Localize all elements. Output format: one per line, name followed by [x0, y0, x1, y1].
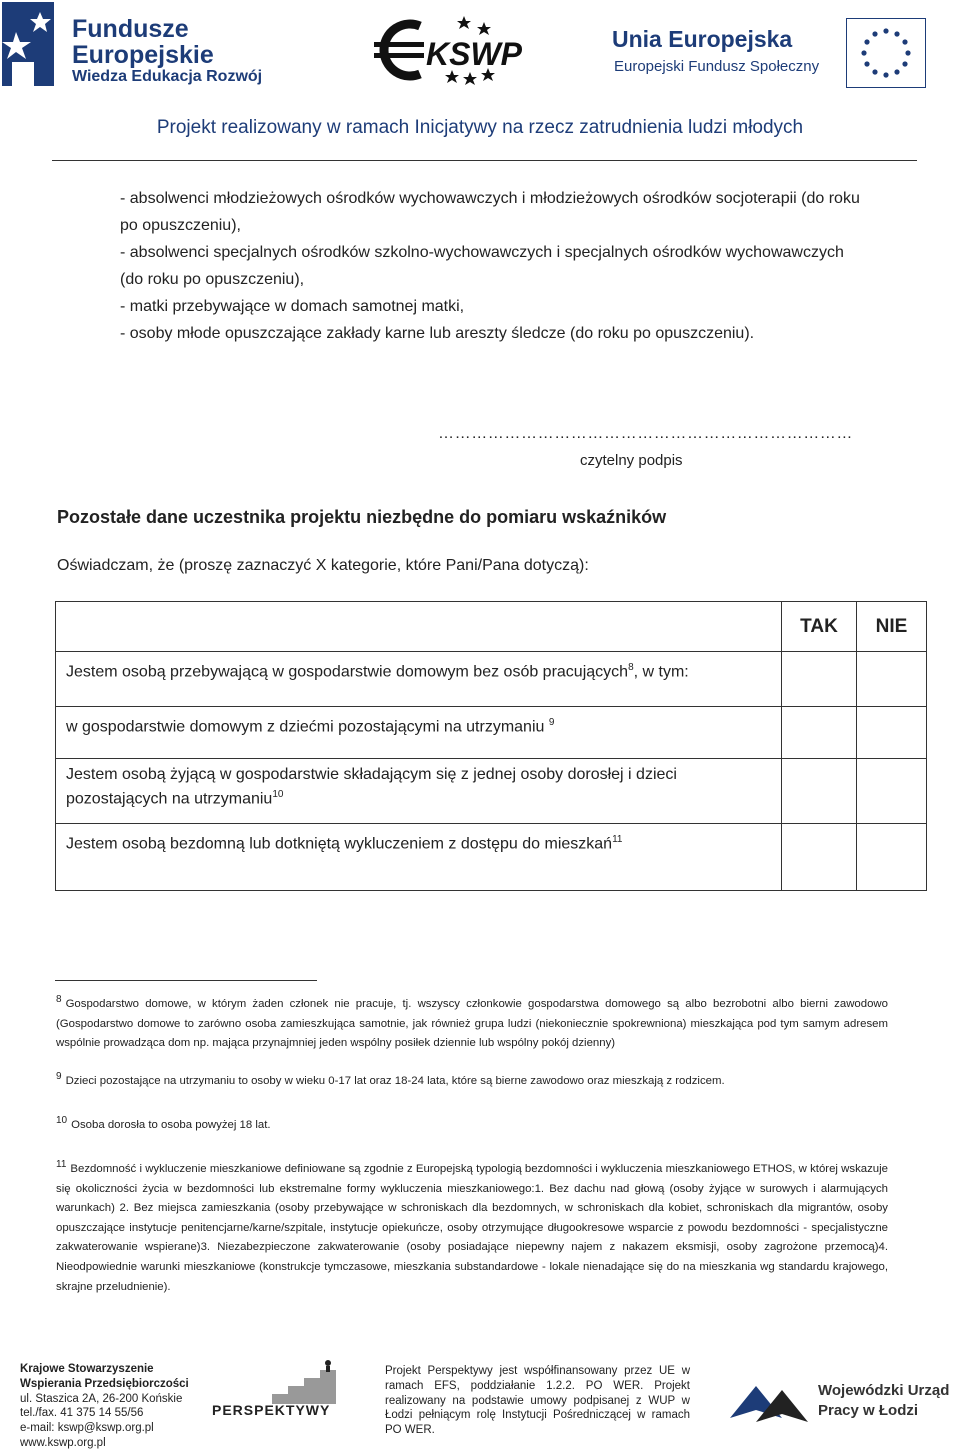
footnote-divider — [55, 980, 317, 981]
fe-logo-line1: Fundusze — [72, 15, 189, 43]
footer-org-line2: Wspierania Przedsiębiorczości — [20, 1377, 189, 1390]
body-line-4: (do roku po opuszczeniu), — [120, 271, 305, 288]
unia-europejska-logo — [612, 16, 932, 86]
footnote-9: $^9$ Dzieci pozostające na utrzymaniu to osoby w wieku 0-17 lat oraz 18-24 lata, które są bierne zawodowo oraz mieszkają z rodzicem. — [56, 1071, 725, 1087]
footer-project-info: Projekt Perspektywy jest współfinansowany przez UE w ramach EFS, poddziałanie 1.2.2. PO WER. Projekt realizowany na podstawie umowy podpisanej z WUP w Łodzi pełniącym rolę Instytucji Pośredniczącej w ramach PO WER. — [385, 1365, 690, 1437]
indicator-table — [55, 601, 926, 890]
signature-line: ………………………………………………………………… — [438, 425, 853, 442]
checkbox-nie[interactable] — [857, 824, 927, 891]
footer-website[interactable]: www.kswp.org.pl — [20, 1436, 106, 1449]
fe-logo-line2: Europejskie — [72, 41, 214, 69]
checkbox-tak[interactable] — [782, 707, 857, 759]
checkbox-nie[interactable] — [857, 652, 927, 707]
eu-flag-icon — [846, 18, 926, 88]
body-line-2: po opuszczeniu), — [120, 217, 241, 234]
footer-address — [20, 1362, 189, 1451]
row-label: w gospodarstwie domowym z dziećmi pozostającymi na utrzymaniu $^9$ — [56, 707, 782, 759]
perspektywy-logo-text: PERSPEKTYWY — [212, 1402, 331, 1418]
footer-phone: tel./fax. 41 375 14 55/56 — [20, 1407, 144, 1420]
ue-logo-line2: Europejski Fundusz Społeczny — [614, 58, 820, 75]
checkbox-nie[interactable] — [857, 759, 927, 824]
header-divider — [52, 160, 917, 161]
footer-email[interactable]: e-mail: kswp@kswp.org.pl — [20, 1422, 154, 1435]
checkbox-tak[interactable] — [782, 652, 857, 707]
row-label: Jestem osobą żyjącą w gospodarstwie składającym się z jednej osoby dorosłej i dzieci pozostających na utrzymaniu$^{10}$ — [56, 759, 782, 824]
wup-mark-icon — [726, 1376, 810, 1432]
checkbox-tak[interactable] — [782, 824, 857, 891]
table-row — [56, 824, 927, 891]
body-line-6: - osoby młode opuszczające zakłady karne lub areszty śledcze (do roku po opuszczeniu). — [120, 325, 755, 342]
kswp-logo — [372, 12, 542, 88]
body-line-5: - matki przebywające w domach samotnej matki, — [120, 298, 465, 315]
col-header-nie: NIE — [857, 602, 927, 652]
table-row — [56, 652, 927, 707]
wup-logo-line1: Wojewódzki Urząd — [818, 1382, 950, 1399]
checkbox-tak[interactable] — [782, 759, 857, 824]
row-label: Jestem osobą bezdomną lub dotkniętą wykluczeniem z dostępu do mieszkań$^{11}$ — [56, 824, 782, 891]
col-header-tak: TAK — [782, 602, 857, 652]
checkbox-nie[interactable] — [857, 707, 927, 759]
wup-lodz-logo — [726, 1376, 958, 1432]
signature-label: czytelny podpis — [580, 452, 683, 469]
table-row — [56, 759, 927, 824]
fe-star-mark-icon — [2, 2, 54, 86]
fe-logo-line3: Wiedza Edukacja Rozwój — [72, 68, 263, 85]
body-line-3: - absolwenci specjalnych ośrodków szkolno-wychowawczych i specjalnych ośrodków wychowawczych — [120, 244, 844, 261]
table-header-empty — [56, 602, 782, 652]
footnote-8: $^8$ Gospodarstwo domowe, w którym żaden członek nie pracuje, tj. wszyscy członkowie gospodarstwa domowego są albo bezrobotni albo bierni zawodowo (Gospodarstwo domowe to zarówno osoba zamieszkująca samotnie, jak również grupa ludzi (niekoniecznie spokrewniona) mieszkająca pod tym samym adresem wspólnie prowadząca dom np. mająca przynajmniej jeden wspólny posiłek dziennie lub wspólny pokój dzienny) — [56, 994, 888, 1050]
footnote-10: $^{10}$ Osoba dorosła to osoba powyżej 18 lat. — [56, 1115, 271, 1131]
table-row — [56, 707, 927, 759]
project-line: Projekt realizowany w ramach Inicjatywy na rzecz zatrudnienia ludzi młodych — [156, 117, 804, 138]
footer-street: ul. Staszica 2A, 26-200 Końskie — [20, 1392, 183, 1405]
body-line-1: - absolwenci młodzieżowych ośrodków wychowawczych i młodzieżowych ośrodków socjoterapii (do roku — [120, 190, 860, 207]
wup-logo-line2: Pracy w Łodzi — [818, 1402, 919, 1419]
row-label: Jestem osobą przebywającą w gospodarstwie domowym bez osób pracujących$^8$, w tym: — [56, 652, 782, 707]
footer-org-line1: Krajowe Stowarzyszenie — [20, 1363, 154, 1375]
kswp-logo-text: KSWP — [426, 36, 522, 72]
perspektywy-logo — [212, 1360, 340, 1444]
ue-logo-line1: Unia Europejska — [612, 26, 793, 52]
stairs-figure-icon — [212, 1360, 340, 1404]
fundusze-europejskie-logo — [2, 2, 264, 90]
footnote-11: $^{11}$ Bezdomność i wykluczenie mieszkaniowe definiowane są zgodnie z Europejską typologią bezdomności i wykluczenia mieszkaniowego ETHOS, w której wskazuje się okoliczności życia w bezdomności lub ekstremalne formy wykluczenia mieszkaniowego:1. Bez dachu nad głową (osoby żyjące w surowych i alarmujących warunkach) 2. Bez miejsca zamieszkania (osoby przebywające w schroniskach dla bezdomnych, w schroniskach dla kobiet, schroniskach dla migrantów, osoby opuszczające instytucje penitencjarne/karne/szpitale, instytucje opiekuńcze, osoby otrzymujące długookresowe wsparcie z powodu bezdomności - specjalistyczne zakwaterowanie wspierane)3. Niezabezpieczone zakwaterowanie (osoby posiadające niepewny najem z nakazem eksmisji, osoby zagrożone przemocą)4. Nieodpowiednie warunki mieszkaniowe (konstrukcje tymczasowe, mieszkania substandardowe - lokale nienadające się do na mieszkania wg standardu krajowego, skrajne przeludnienie). — [56, 1159, 888, 1293]
section-heading: Pozostałe dane uczestnika projektu niezbędne do pomiaru wskaźników — [57, 507, 667, 527]
declaration-text: Oświadczam, że (proszę zaznaczyć X kategorie, które Pani/Pana dotyczą): — [57, 557, 589, 574]
